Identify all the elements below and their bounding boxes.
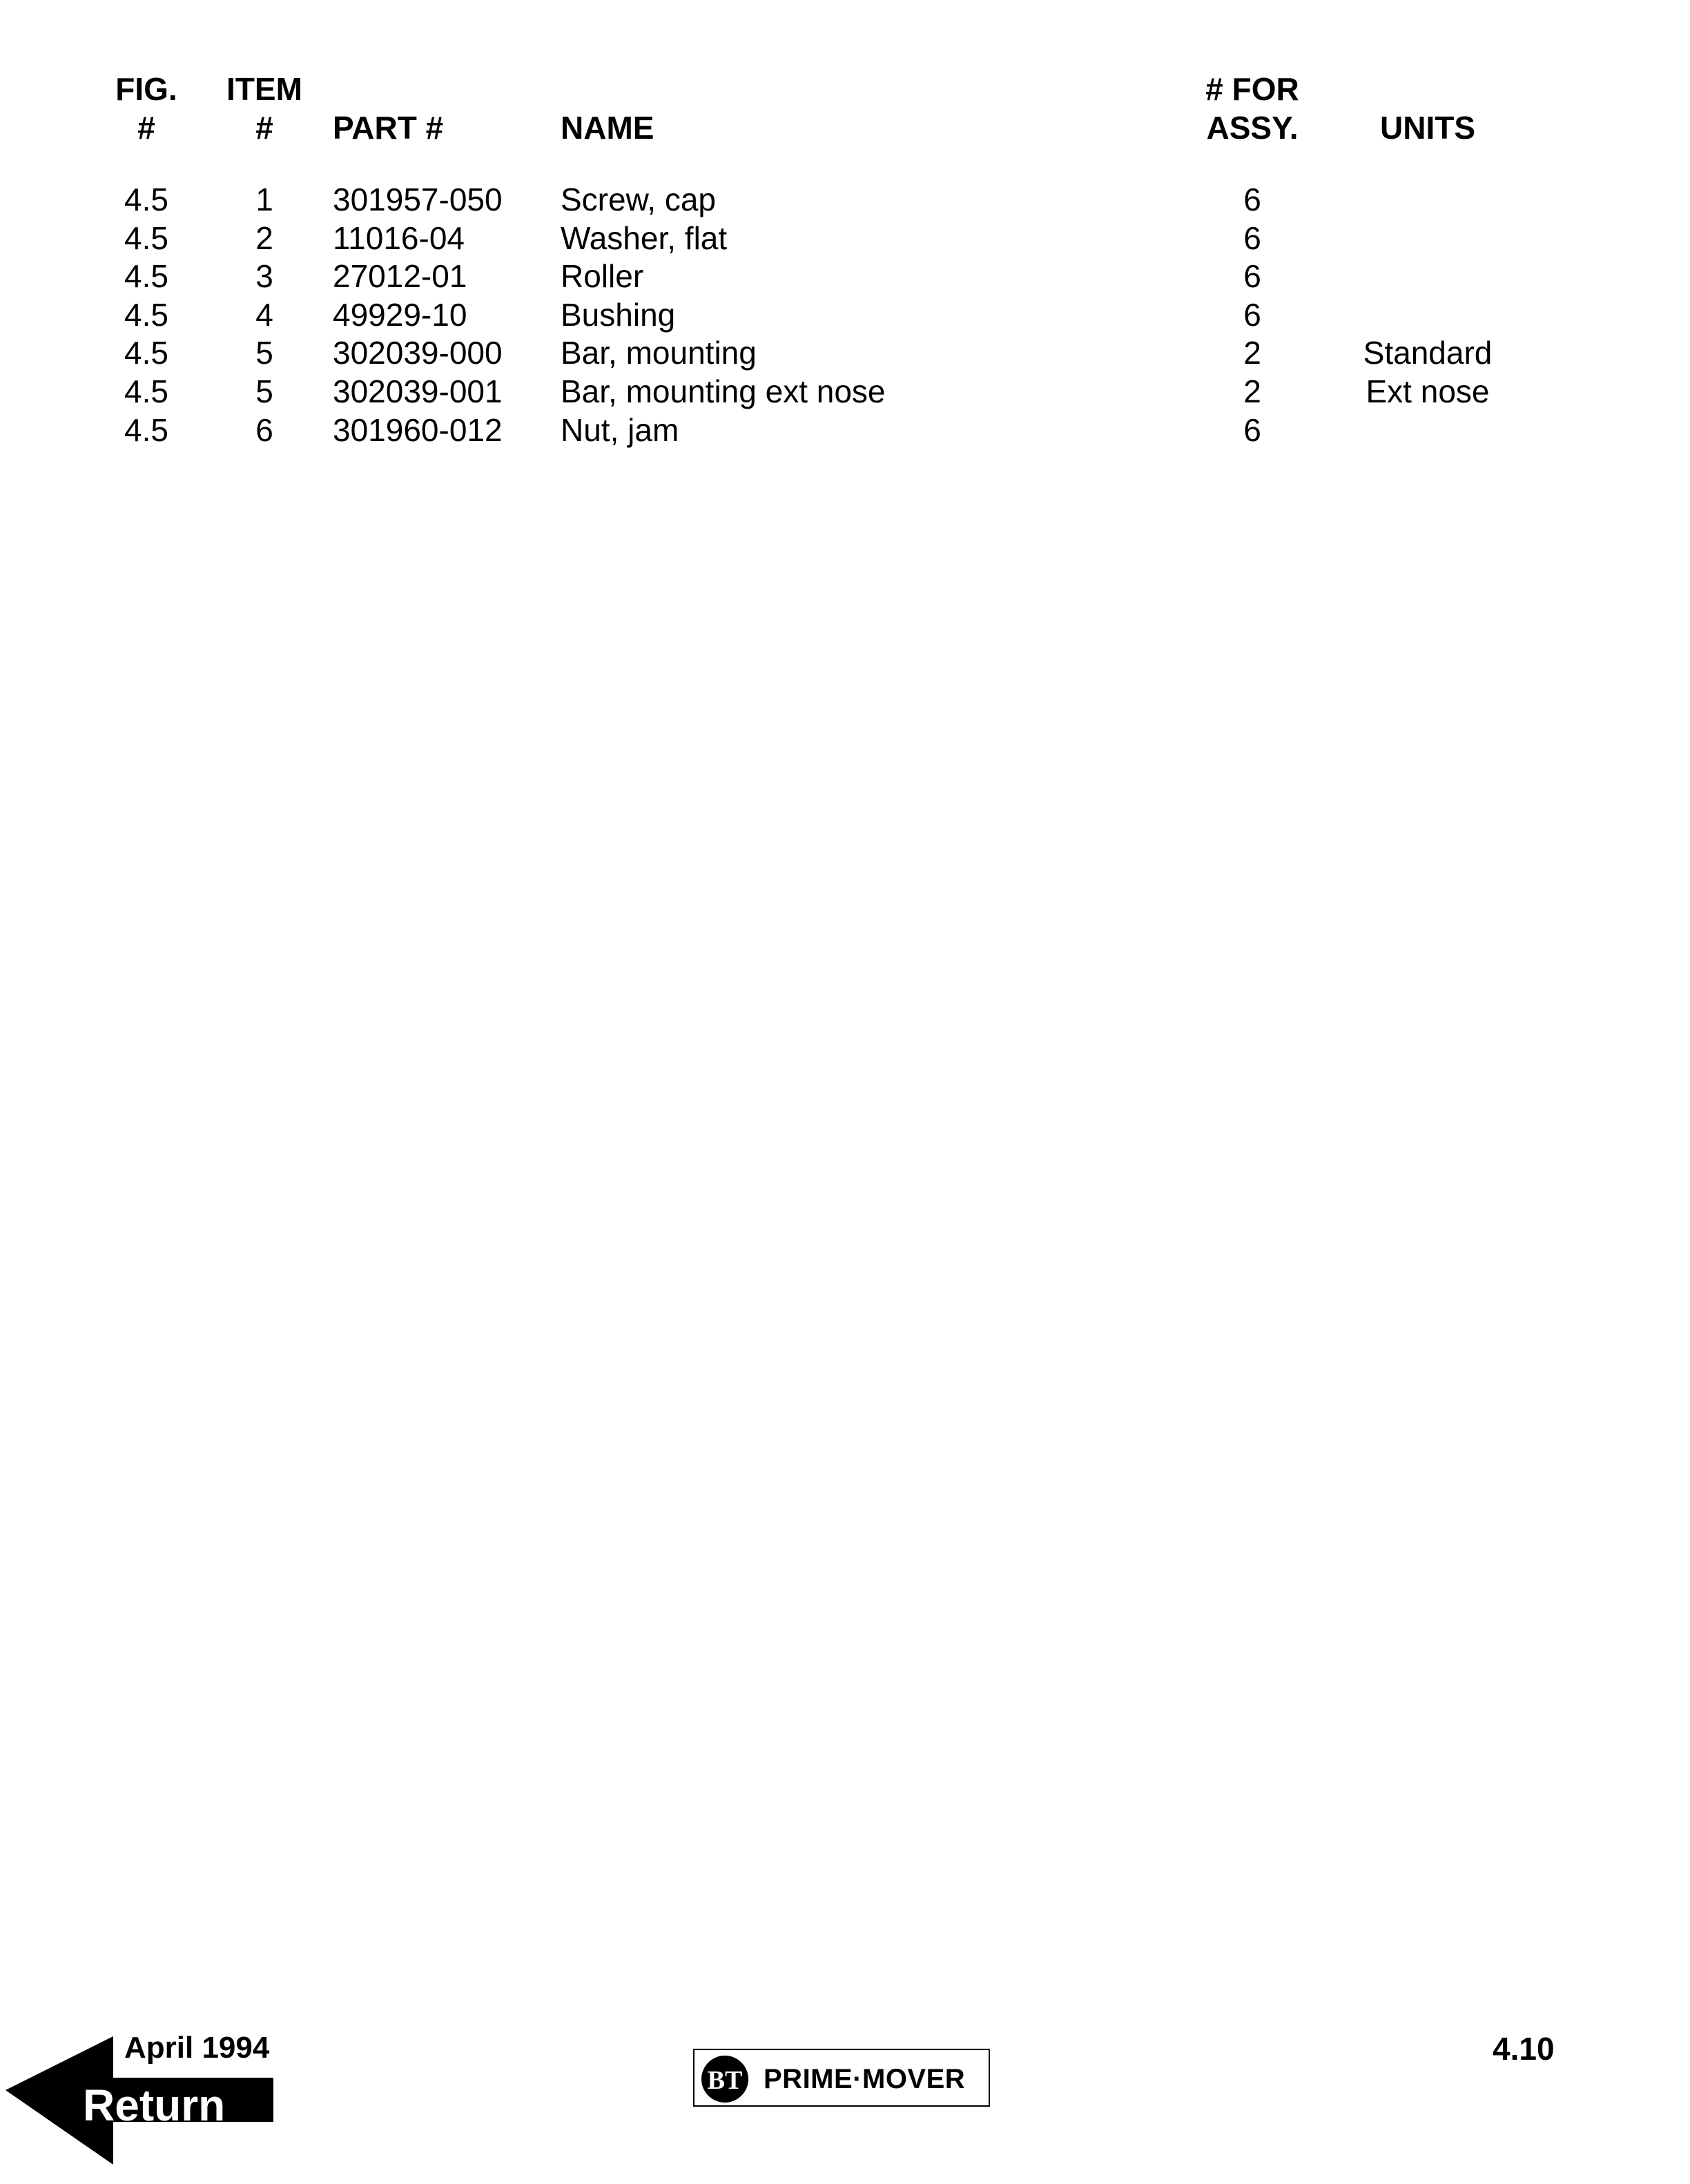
cell-name: Screw, cap bbox=[561, 182, 716, 217]
header-fig-line2: # bbox=[137, 110, 155, 146]
header-item-line1: ITEM bbox=[226, 71, 302, 107]
cell-item: 4 bbox=[255, 297, 273, 333]
cell-units: Ext nose bbox=[1366, 373, 1490, 409]
table-row bbox=[0, 257, 1690, 296]
table-row bbox=[0, 334, 1690, 373]
page-number: 4.10 bbox=[1493, 2031, 1555, 2067]
cell-name: Bar, mounting ext nose bbox=[561, 373, 886, 409]
cell-qty: 6 bbox=[1243, 220, 1261, 256]
cell-fig: 4.5 bbox=[124, 373, 168, 409]
cell-part: 301960-012 bbox=[333, 412, 503, 448]
return-label: Return bbox=[83, 2080, 226, 2130]
footer-date: April 1994 bbox=[124, 2031, 270, 2065]
cell-fig: 4.5 bbox=[124, 220, 168, 256]
cell-part: 301957-050 bbox=[333, 182, 503, 217]
cell-item: 1 bbox=[255, 182, 273, 217]
cell-qty: 6 bbox=[1243, 182, 1261, 217]
cell-qty: 2 bbox=[1243, 335, 1261, 371]
header-qty-line1: # FOR bbox=[1205, 71, 1299, 107]
cell-qty: 6 bbox=[1243, 297, 1261, 333]
cell-item: 5 bbox=[255, 373, 273, 409]
logo-text: PRIME·MOVER bbox=[764, 2064, 966, 2094]
cell-part: 302039-000 bbox=[333, 335, 503, 371]
bt-logo-icon bbox=[697, 2054, 759, 2104]
table-row bbox=[0, 373, 1690, 411]
cell-units: Standard bbox=[1363, 335, 1493, 371]
prime-mover-logo bbox=[693, 2049, 990, 2107]
table-row bbox=[0, 411, 1690, 450]
table-row bbox=[0, 220, 1690, 258]
header-part: PART # bbox=[333, 110, 444, 146]
cell-item: 3 bbox=[255, 258, 273, 294]
cell-item: 5 bbox=[255, 335, 273, 371]
cell-qty: 2 bbox=[1243, 373, 1261, 409]
header-fig-line1: FIG. bbox=[115, 71, 177, 107]
cell-part: 11016-04 bbox=[333, 220, 465, 256]
cell-name: Bushing bbox=[561, 297, 676, 333]
cell-name: Washer, flat bbox=[561, 220, 728, 256]
cell-name: Nut, jam bbox=[561, 412, 679, 448]
cell-part: 49929-10 bbox=[333, 297, 467, 333]
cell-fig: 4.5 bbox=[124, 412, 168, 448]
cell-fig: 4.5 bbox=[124, 335, 168, 371]
cell-name: Bar, mounting bbox=[561, 335, 757, 371]
logo-mark-text: BT bbox=[707, 2066, 743, 2095]
cell-fig: 4.5 bbox=[124, 297, 168, 333]
cell-fig: 4.5 bbox=[124, 258, 168, 294]
header-qty-line2: ASSY. bbox=[1206, 110, 1299, 146]
header-name: NAME bbox=[561, 110, 654, 146]
header-units: UNITS bbox=[1380, 110, 1475, 146]
cell-item: 6 bbox=[255, 412, 273, 448]
cell-qty: 6 bbox=[1243, 258, 1261, 294]
cell-name: Roller bbox=[561, 258, 644, 294]
header-item-line2: # bbox=[255, 110, 273, 146]
return-button[interactable] bbox=[3, 2035, 279, 2173]
cell-fig: 4.5 bbox=[124, 182, 168, 217]
cell-qty: 6 bbox=[1243, 412, 1261, 448]
table-row bbox=[0, 296, 1690, 335]
table-row bbox=[0, 181, 1690, 220]
cell-part: 302039-001 bbox=[333, 373, 503, 409]
cell-item: 2 bbox=[255, 220, 273, 256]
cell-part: 27012-01 bbox=[333, 258, 467, 294]
